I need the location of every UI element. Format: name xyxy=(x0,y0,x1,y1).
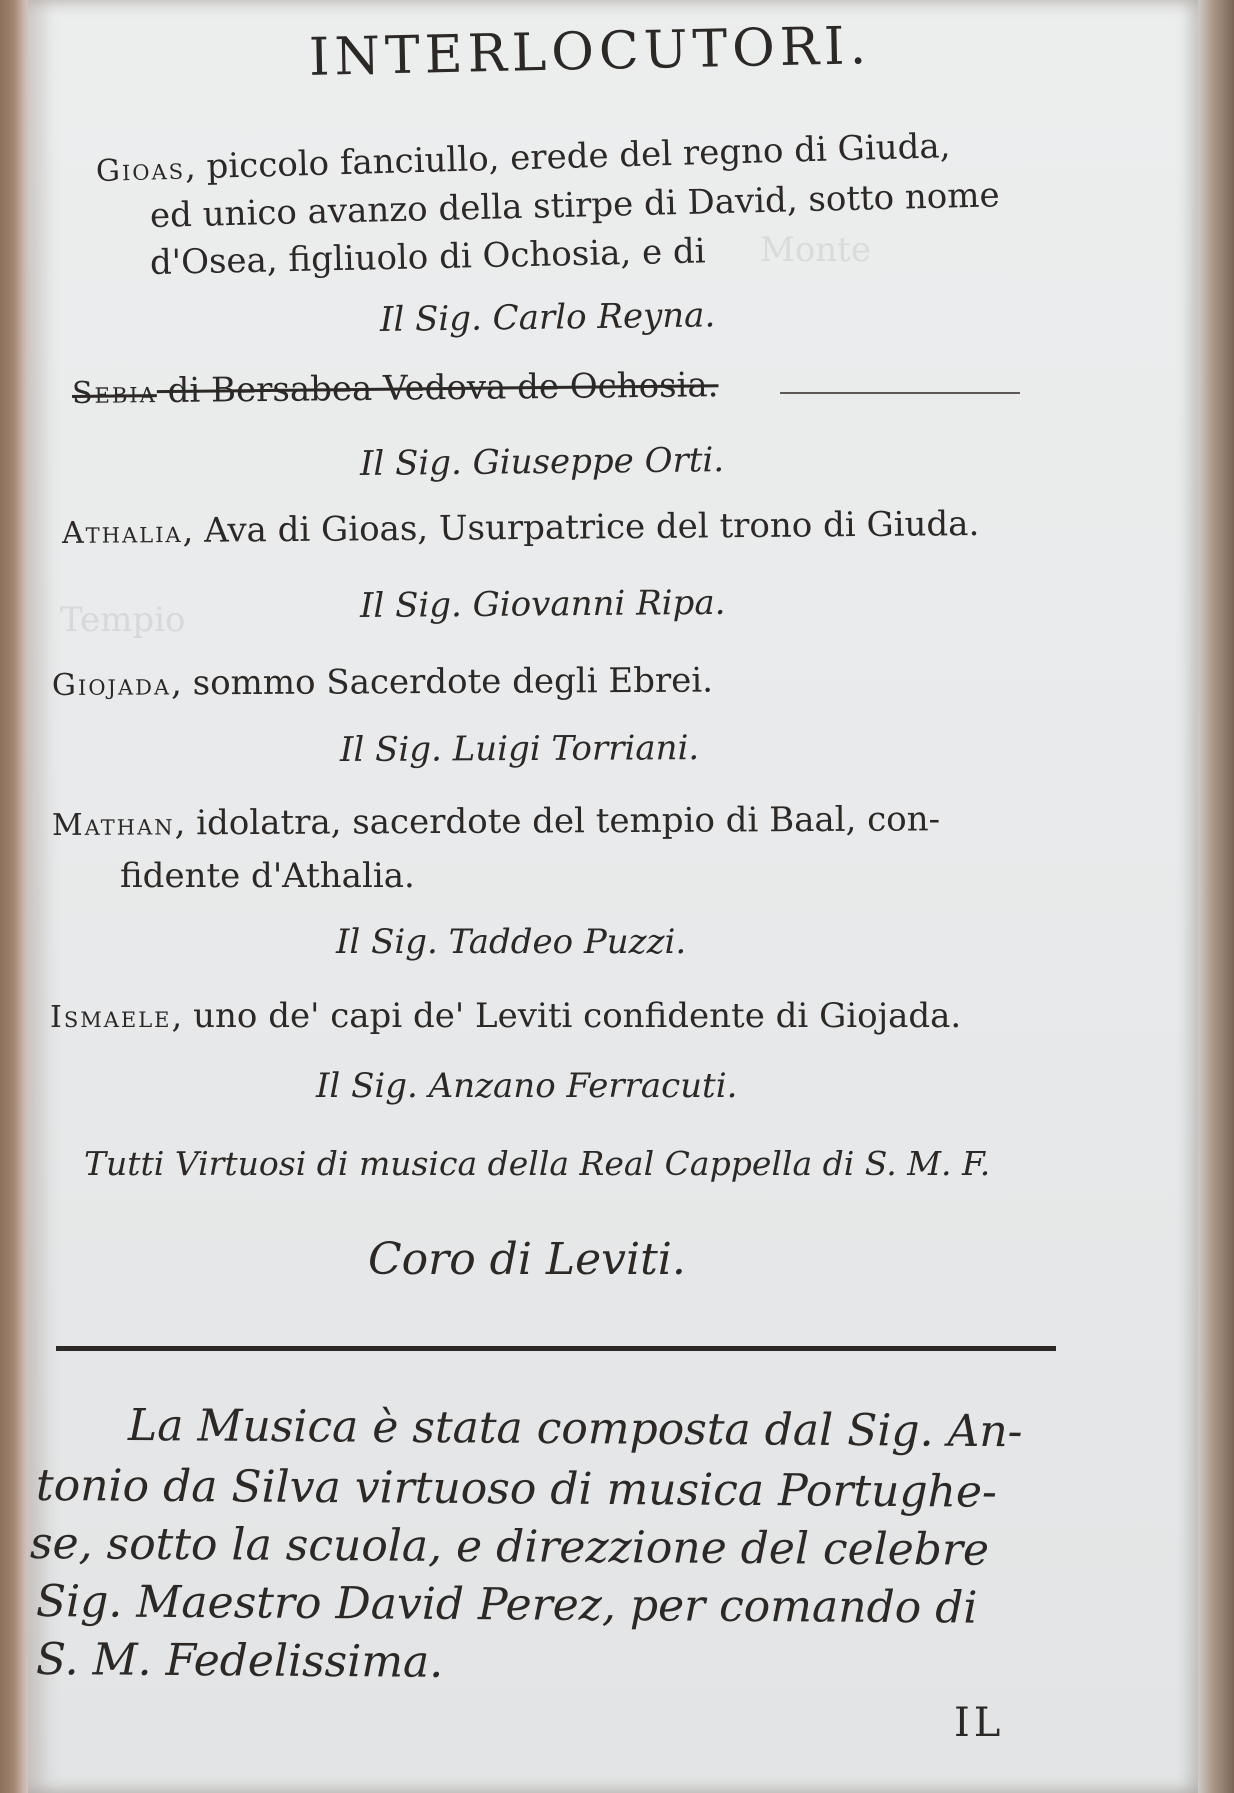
page-title: INTERLOCUTORI. xyxy=(308,16,872,88)
performer: Il Sig. Giuseppe Orti. xyxy=(359,440,725,484)
music-note-line: La Musica è stata composta dal Sig. An- xyxy=(127,1400,1023,1458)
role-name: Giojada xyxy=(51,667,172,703)
music-note-line: se, sotto la scuola, e direzzione del celebre xyxy=(29,1518,990,1576)
role-description: di Bersabea Vedova de Ochosia. xyxy=(156,365,719,412)
role-description-line: ed unico avanzo della stirpe di David, sotto nome xyxy=(149,175,1001,236)
chorus-heading: Coro di Leviti. xyxy=(368,1234,686,1285)
role-name: Athalia xyxy=(61,514,183,551)
role-description: , sommo Sacerdote degli Ebrei. xyxy=(170,660,714,704)
show-through: Tempio xyxy=(60,600,186,640)
performer: Il Sig. Taddeo Puzzi. xyxy=(336,922,687,962)
catchword: IL xyxy=(954,1700,1005,1746)
singers-note: Tutti Virtuosi di musica della Real Cappella di S. M. F. xyxy=(84,1144,991,1183)
role-description: , uno de' capi de' Leviti confidente di Giojada. xyxy=(171,996,962,1036)
performer: Il Sig. Carlo Reyna. xyxy=(379,295,716,340)
performer: Il Sig. Giovanni Ripa. xyxy=(359,582,726,626)
role-name: Sebia xyxy=(71,375,157,411)
performer: Il Sig. Anzano Ferracuti. xyxy=(316,1066,738,1106)
music-note-line: tonio da Silva virtuoso di musica Portughe- xyxy=(35,1460,998,1518)
role-entry xyxy=(72,365,719,412)
show-through: Monte xyxy=(760,230,871,270)
role-description: , Ava di Gioas, Usurpatrice del trono di Giuda. xyxy=(182,503,980,551)
role-description: , idolatra, sacerdote del tempio di Baal, con- xyxy=(174,799,941,844)
role-name: Ismaele xyxy=(50,1000,172,1035)
role-description: , piccolo fanciullo, erede del regno di Giuda, xyxy=(184,126,951,188)
strike-rule xyxy=(780,392,1020,394)
role-entry xyxy=(50,996,961,1036)
section-rule xyxy=(56,1346,1056,1351)
page-edge xyxy=(1198,0,1234,1793)
music-note-line: S. M. Fedelissima. xyxy=(35,1634,444,1688)
role-name: Mathan xyxy=(51,807,175,843)
role-description-line: fidente d'Athalia. xyxy=(120,856,415,896)
role-entry xyxy=(52,661,713,704)
role-name: Gioas xyxy=(95,151,186,189)
role-entry xyxy=(52,799,940,844)
role-entry xyxy=(62,504,980,552)
music-note-line: Sig. Maestro David Perez, per comando di xyxy=(35,1576,978,1634)
role-description-line: d'Osea, figliuolo di Ochosia, e di xyxy=(149,231,706,283)
performer: Il Sig. Luigi Torriani. xyxy=(339,728,700,770)
